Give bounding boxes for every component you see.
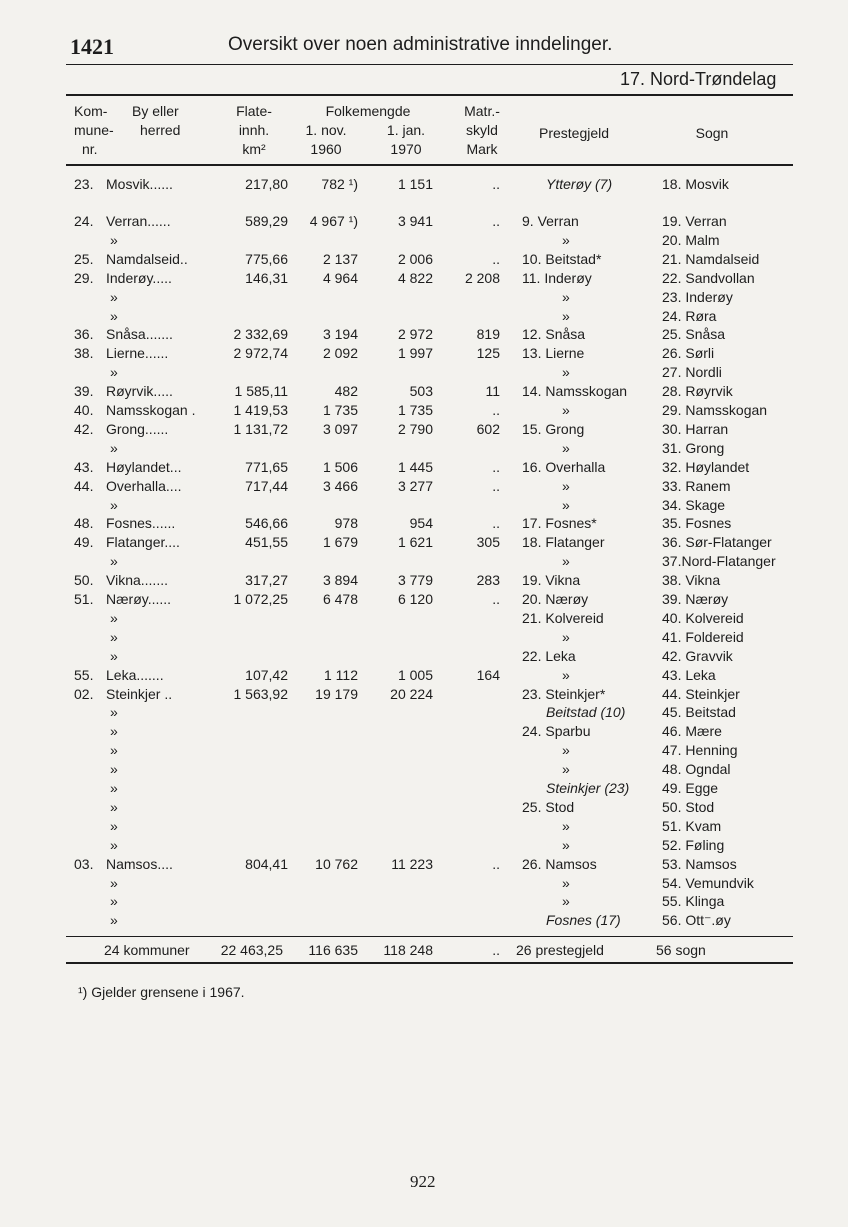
- row-pop1970: 1 997: [397, 345, 433, 362]
- row-by-herred: »: [110, 704, 118, 721]
- row-prestegjeld: »: [562, 553, 570, 570]
- row-prestegjeld: »: [562, 628, 570, 645]
- row-area: 804,41: [245, 855, 288, 872]
- row-by-herred: Namsskogan .: [106, 402, 196, 418]
- row-prestegjeld: »: [562, 742, 570, 759]
- row-prestegjeld: »: [562, 761, 570, 778]
- row-prestegjeld: 23. Steinkjer*: [522, 685, 606, 702]
- row-by-herred: »: [110, 780, 118, 796]
- row-kommune-nr: 03.: [74, 855, 94, 872]
- row-sogn: 43. Leka: [662, 666, 716, 683]
- row-area: 771,65: [245, 458, 288, 475]
- row-matr: 125: [476, 345, 500, 362]
- row-sogn: 34. Skage: [662, 496, 726, 513]
- row-matr: ..: [492, 591, 500, 607]
- row-prestegjeld: »: [562, 817, 570, 834]
- row-by-herred: Flatanger....: [106, 534, 180, 551]
- row-by-herred: »: [110, 609, 118, 626]
- row-sogn: 24. Røra: [662, 307, 717, 324]
- row-pop1970: 20 224: [390, 685, 433, 702]
- footnote: ¹) Gjelder grensene i 1967.: [78, 984, 245, 1000]
- total-area: 22 463,25: [220, 942, 283, 958]
- row-by-herred: Fosnes......: [106, 515, 176, 532]
- row-sogn: 44. Steinkjer: [662, 685, 740, 702]
- header-rule: [66, 64, 793, 65]
- row-pop1970: 1 621: [397, 534, 433, 551]
- row-pop1960: 3 194: [322, 326, 358, 343]
- col-kommune-nr: Kom- mune- nr.: [74, 103, 114, 157]
- row-kommune-nr: 24.: [74, 213, 94, 229]
- row-sogn: 52. Føling: [662, 836, 725, 853]
- row-kommune-nr: 55.: [74, 666, 94, 683]
- row-area: 2 332,69: [233, 326, 288, 343]
- row-matr: ..: [492, 402, 500, 418]
- row-pop1960: 1 506: [322, 458, 358, 475]
- row-by-herred: »: [110, 496, 118, 513]
- col-matr: Matr.- skyld Mark: [464, 103, 500, 157]
- row-by-herred: Steinkjer ..: [106, 685, 173, 702]
- row-sogn: 38. Vikna: [662, 572, 721, 589]
- row-prestegjeld: Steinkjer (23): [546, 780, 630, 796]
- row-sogn: 19. Verran: [662, 213, 727, 229]
- row-matr: ..: [492, 213, 500, 229]
- row-kommune-nr: 50.: [74, 572, 94, 589]
- row-sogn: 56. Ott⁻.øy: [662, 912, 731, 929]
- row-by-herred: Mosvik......: [106, 176, 173, 192]
- row-matr: ..: [492, 458, 500, 475]
- row-sogn: 46. Mære: [662, 723, 722, 740]
- row-area: 1 072,25: [233, 591, 288, 607]
- row-pop1970: 3 941: [397, 213, 433, 229]
- page-number: 1421: [70, 34, 114, 59]
- row-prestegjeld: »: [562, 893, 570, 910]
- row-by-herred: Lierne......: [106, 345, 169, 362]
- row-prestegjeld: Fosnes (17): [546, 912, 621, 929]
- row-pop1960: 3 097: [322, 420, 358, 437]
- row-prestegjeld: 15. Grong: [522, 420, 585, 437]
- row-kommune-nr: 40.: [74, 402, 94, 418]
- row-pop1960: 2 092: [322, 345, 358, 362]
- row-prestegjeld: 12. Snåsa: [522, 326, 586, 343]
- row-sogn: 30. Harran: [662, 420, 729, 437]
- row-prestegjeld: »: [562, 439, 570, 456]
- row-pop1960: 978: [334, 515, 358, 532]
- row-area: 2 972,74: [233, 345, 288, 362]
- section-title: 17. Nord-Trøndelag: [620, 69, 777, 89]
- row-prestegjeld: Beitstad (10): [546, 704, 626, 721]
- row-area: 146,31: [245, 269, 288, 286]
- row-area: 1 131,72: [233, 420, 288, 437]
- row-by-herred: »: [110, 647, 118, 664]
- row-sogn: 31. Grong: [662, 439, 725, 456]
- row-by-herred: Grong......: [106, 420, 169, 437]
- row-prestegjeld: »: [562, 231, 570, 248]
- col-nov1960: 1. nov. 1960: [305, 122, 347, 157]
- col-prestegjeld: Prestegjeld: [538, 125, 610, 141]
- row-sogn: 37.Nord-Flatanger: [662, 553, 776, 570]
- page-title: Oversikt over noen administrative inndelinger.: [228, 34, 613, 55]
- col-by-herred: By eller herred: [132, 103, 181, 138]
- row-pop1960: 4 964: [322, 269, 358, 286]
- row-by-herred: »: [110, 742, 118, 759]
- row-pop1960: 482: [334, 383, 358, 400]
- col-flate: Flate- innh. km²: [236, 103, 272, 157]
- row-area: 775,66: [245, 250, 288, 267]
- row-pop1970: 4 822: [397, 269, 433, 286]
- row-sogn: 40. Kolvereid: [662, 609, 744, 626]
- row-prestegjeld: Ytterøy (7): [546, 176, 613, 192]
- row-prestegjeld: »: [562, 364, 570, 381]
- col-sogn: Sogn: [695, 125, 729, 141]
- total-matr: ..: [492, 942, 500, 958]
- total-pop1960: 116 635: [308, 942, 358, 958]
- row-kommune-nr: 38.: [74, 345, 94, 362]
- row-by-herred: »: [110, 723, 118, 740]
- row-matr: ..: [492, 477, 500, 494]
- row-prestegjeld: »: [562, 496, 570, 513]
- row-kommune-nr: 02.: [74, 685, 94, 702]
- total-name: 24 kommuner: [104, 942, 190, 958]
- row-matr: ..: [492, 176, 500, 192]
- row-pop1960: 19 179: [315, 685, 358, 702]
- row-prestegjeld: 17. Fosnes*: [522, 515, 597, 532]
- row-sogn: 35. Fosnes: [662, 515, 732, 532]
- row-kommune-nr: 29.: [74, 269, 94, 286]
- row-by-herred: Leka.......: [106, 666, 164, 683]
- row-prestegjeld: »: [562, 477, 570, 494]
- row-sogn: 50. Stod: [662, 798, 715, 815]
- row-kommune-nr: 39.: [74, 383, 94, 400]
- row-sogn: 51. Kvam: [662, 817, 722, 834]
- row-matr: ..: [492, 515, 500, 532]
- row-matr: 305: [476, 534, 500, 551]
- row-prestegjeld: 24. Sparbu: [522, 723, 591, 740]
- row-matr: 283: [476, 572, 500, 589]
- row-sogn: 55. Klinga: [662, 893, 725, 910]
- row-prestegjeld: »: [562, 288, 570, 305]
- row-pop1960: 3 894: [322, 572, 358, 589]
- row-by-herred: Røyrvik.....: [106, 383, 173, 400]
- row-sogn: 53. Namsos: [662, 855, 737, 872]
- row-by-herred: Høylandet...: [106, 458, 182, 475]
- row-sogn: 29. Namsskogan: [662, 402, 768, 418]
- row-sogn: 39. Nærøy: [662, 591, 729, 607]
- row-matr: 2 208: [464, 269, 500, 286]
- row-by-herred: »: [110, 893, 118, 910]
- row-pop1970: 1 151: [397, 176, 433, 192]
- row-pop1960: 1 112: [324, 666, 358, 683]
- row-matr: ..: [492, 250, 500, 267]
- row-sogn: 18. Mosvik: [662, 176, 729, 192]
- row-by-herred: Vikna.......: [106, 572, 168, 589]
- row-kommune-nr: 49.: [74, 534, 94, 551]
- table-top-rule: [66, 94, 793, 96]
- row-pop1970: 1 005: [397, 666, 433, 683]
- row-prestegjeld: 11. Inderøy: [522, 269, 592, 286]
- row-matr: 11: [485, 383, 500, 400]
- row-area: 1 563,92: [233, 685, 288, 702]
- row-pop1970: 2 006: [397, 250, 433, 267]
- row-by-herred: »: [110, 817, 118, 834]
- row-by-herred: »: [110, 761, 118, 778]
- row-kommune-nr: 36.: [74, 326, 94, 343]
- row-by-herred: »: [110, 553, 118, 570]
- table-bottom-rule: [66, 962, 793, 964]
- row-pop1970: 3 779: [397, 572, 433, 589]
- row-pop1970: 1 735: [397, 402, 433, 418]
- row-pop1970: 2 790: [397, 420, 433, 437]
- row-sogn: 33. Ranem: [662, 477, 731, 494]
- row-sogn: 36. Sør-Flatanger: [662, 534, 772, 551]
- row-sogn: 22. Sandvollan: [662, 269, 755, 286]
- row-sogn: 42. Gravvik: [662, 647, 733, 664]
- row-prestegjeld: 13. Lierne: [522, 345, 585, 362]
- row-sogn: 20. Malm: [662, 231, 720, 248]
- row-sogn: 47. Henning: [662, 742, 738, 759]
- row-prestegjeld: 19. Vikna: [522, 572, 581, 589]
- row-pop1970: 6 120: [397, 591, 433, 607]
- row-pop1970: 1 445: [397, 458, 433, 475]
- row-matr: 164: [476, 666, 500, 683]
- header-bottom-rule: [66, 164, 793, 166]
- row-sogn: 54. Vemundvik: [662, 874, 754, 891]
- col-jan1970: 1. jan. 1970: [386, 122, 426, 157]
- row-area: 317,27: [245, 572, 288, 589]
- row-pop1960: 4 967 ¹): [309, 213, 358, 229]
- row-prestegjeld: 16. Overhalla: [522, 458, 606, 475]
- row-pop1960: 3 466: [322, 477, 358, 494]
- row-prestegjeld: 22. Leka: [522, 647, 576, 664]
- row-pop1960: 2 137: [322, 250, 358, 267]
- row-prestegjeld: »: [562, 666, 570, 683]
- total-top-rule: [66, 936, 793, 937]
- row-sogn: 25. Snåsa: [662, 326, 726, 343]
- row-area: 546,66: [245, 515, 288, 532]
- row-sogn: 49. Egge: [662, 780, 719, 796]
- row-sogn: 41. Foldereid: [662, 628, 744, 645]
- row-prestegjeld: 9. Verran: [522, 213, 579, 229]
- row-pop1970: 2 972: [397, 326, 433, 343]
- row-prestegjeld: »: [562, 874, 570, 891]
- row-by-herred: Nærøy......: [106, 591, 172, 607]
- col-folkemengde: Folkemengde: [325, 103, 411, 119]
- row-kommune-nr: 44.: [74, 477, 94, 494]
- row-by-herred: »: [110, 874, 118, 891]
- row-area: 1 585,11: [234, 383, 288, 400]
- row-area: 717,44: [245, 477, 288, 494]
- total-sogn: 56 sogn: [656, 942, 706, 958]
- row-area: 217,80: [245, 176, 288, 192]
- row-by-herred: »: [110, 307, 118, 324]
- row-matr: ..: [492, 855, 500, 872]
- row-pop1970: 11 223: [391, 855, 433, 872]
- row-prestegjeld: 26. Namsos: [522, 855, 597, 872]
- row-pop1960: 6 478: [322, 591, 358, 607]
- row-by-herred: »: [110, 364, 118, 381]
- row-by-herred: »: [110, 231, 118, 248]
- row-by-herred: Namsos....: [106, 855, 173, 872]
- row-sogn: 27. Nordli: [662, 364, 722, 381]
- row-area: 589,29: [245, 213, 288, 229]
- row-by-herred: Overhalla....: [106, 477, 182, 494]
- row-area: 107,42: [245, 666, 288, 683]
- row-prestegjeld: »: [562, 307, 570, 324]
- row-sogn: 23. Inderøy: [662, 288, 733, 305]
- row-by-herred: Namdalseid..: [106, 250, 188, 267]
- row-prestegjeld: 14. Namsskogan: [522, 383, 628, 400]
- row-prestegjeld: »: [562, 402, 570, 418]
- row-by-herred: »: [110, 798, 118, 815]
- row-kommune-nr: 42.: [74, 420, 94, 437]
- row-pop1960: 1 679: [322, 534, 358, 551]
- row-sogn: 26. Sørli: [662, 345, 715, 362]
- row-matr: 819: [476, 326, 500, 343]
- row-by-herred: »: [110, 288, 118, 305]
- total-pop1970: 118 248: [383, 942, 433, 958]
- row-matr: 602: [476, 420, 500, 437]
- row-by-herred: Verran......: [106, 213, 171, 229]
- total-prestegjeld: 26 prestegjeld: [516, 942, 604, 958]
- row-kommune-nr: 25.: [74, 250, 94, 267]
- row-pop1960: 782 ¹): [321, 176, 358, 192]
- row-by-herred: »: [110, 628, 118, 645]
- row-by-herred: Inderøy.....: [106, 269, 172, 286]
- row-pop1960: 10 762: [315, 855, 358, 872]
- row-prestegjeld: 25. Stod: [522, 798, 575, 815]
- row-by-herred: Snåsa.......: [106, 326, 173, 343]
- row-prestegjeld: 18. Flatanger: [522, 534, 605, 551]
- row-prestegjeld: 21. Kolvereid: [522, 609, 604, 626]
- footer-page-number: 922: [410, 1172, 436, 1191]
- row-by-herred: »: [110, 439, 118, 456]
- row-by-herred: »: [110, 912, 118, 929]
- row-kommune-nr: 43.: [74, 458, 94, 475]
- row-pop1970: 954: [409, 515, 433, 532]
- row-sogn: 48. Ogndal: [662, 761, 731, 778]
- row-sogn: 32. Høylandet: [662, 458, 750, 475]
- row-prestegjeld: 10. Beitstad*: [522, 250, 602, 267]
- row-kommune-nr: 23.: [74, 176, 94, 192]
- row-sogn: 28. Røyrvik: [662, 383, 733, 400]
- row-prestegjeld: »: [562, 836, 570, 853]
- row-pop1970: 503: [409, 383, 433, 400]
- row-kommune-nr: 51.: [74, 591, 94, 607]
- row-prestegjeld: 20. Nærøy: [522, 591, 589, 607]
- row-area: 451,55: [245, 534, 288, 551]
- row-pop1960: 1 735: [322, 402, 358, 418]
- row-by-herred: »: [110, 836, 118, 853]
- row-sogn: 21. Namdalseid: [662, 250, 760, 267]
- row-sogn: 45. Beitstad: [662, 704, 736, 721]
- row-kommune-nr: 48.: [74, 515, 94, 532]
- row-pop1970: 3 277: [397, 477, 433, 494]
- row-area: 1 419,53: [233, 402, 288, 418]
